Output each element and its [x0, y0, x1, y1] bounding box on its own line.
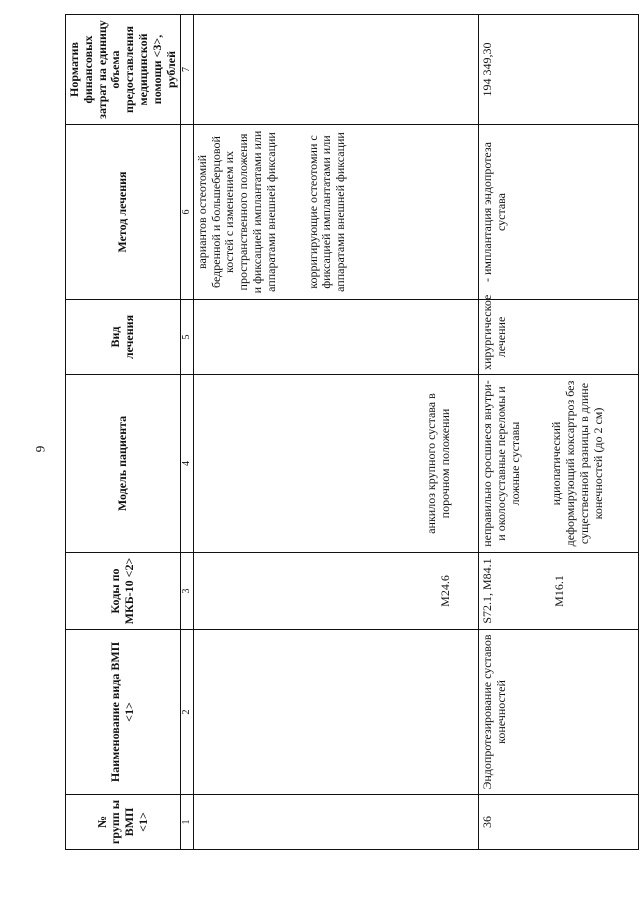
- group-36-patient-model-1: неправильно сросшиеся внутри- и околосуставные переломы и ложные суставы: [479, 380, 522, 547]
- cont-patient-model-text: анкилоз крупного сустава в порочном положении: [424, 393, 453, 534]
- col-header-vmp-name: Наименование вида ВМП <1>: [66, 630, 181, 795]
- cont-vmp-name: [193, 630, 478, 795]
- cont-patient-model: [193, 375, 478, 553]
- header-row: [66, 15, 181, 850]
- cont-group-number: [193, 795, 478, 850]
- cont-icd-code: M24.6: [438, 575, 453, 607]
- group-36-cost: 194 349,30: [478, 15, 638, 125]
- group-36-row: [478, 15, 638, 850]
- group-36-patient-model-2: идиопатический деформирующий коксартроз без существенной разницы в длине конечностей (до 2 см): [549, 380, 605, 547]
- col-header-treatment-type: Вид лечения: [66, 300, 181, 375]
- col-number-4: 4: [181, 375, 194, 553]
- continuation-row: [193, 15, 478, 850]
- col-header-treatment-method: Метод лечения: [66, 125, 181, 300]
- col-number-7: 7: [181, 15, 194, 125]
- group-36-codes: [478, 553, 638, 630]
- page-number: 9: [32, 445, 48, 453]
- col-number-3: 3: [181, 553, 194, 630]
- cont-treatment-method: [193, 125, 478, 300]
- group-36-treatment-type: хирургическое лечение: [478, 300, 638, 375]
- rotated-table-container: [65, 15, 639, 850]
- col-header-cost-norm: Норматив финансовых затрат на единицу объема предоставления медицинской помощи <3>, рублей: [66, 15, 181, 125]
- col-header-group-number: № групп ы ВМП <1>: [66, 795, 181, 850]
- col-header-icd-codes: Коды по МКБ-10 <2>: [66, 553, 181, 630]
- group-36-patient-model: [478, 375, 638, 553]
- col-header-patient-model: Модель пациента: [66, 375, 181, 553]
- group-36-code-2: M16.1: [551, 575, 566, 607]
- col-number-6: 6: [181, 125, 194, 300]
- cont-cost: [193, 15, 478, 125]
- cont-treatment-type: [193, 300, 478, 375]
- col-number-1: 1: [181, 795, 194, 850]
- col-number-5: 5: [181, 300, 194, 375]
- cont-method-2: корригирующие остеотомии с фиксацией имплантатами или аппаратами внешней фиксации: [305, 132, 348, 292]
- cont-icd-codes: [193, 553, 478, 630]
- cont-method-1: вариантов остеотомий бедренной и большеберцовой костей с изменением их пространственного положения и фиксацией имплантатами или аппаратами внешней фиксации: [194, 130, 278, 294]
- group-36-name: Эндопротезирование суставов конечностей: [478, 630, 638, 795]
- col-number-2: 2: [181, 630, 194, 795]
- column-number-row: [181, 15, 194, 850]
- group-36-number: 36: [478, 795, 638, 850]
- group-36-code-1: S72.1, M84.1: [479, 558, 494, 624]
- group-36-method: - имплантация эндопротеза сустава: [478, 125, 638, 300]
- vmp-table: [65, 14, 639, 850]
